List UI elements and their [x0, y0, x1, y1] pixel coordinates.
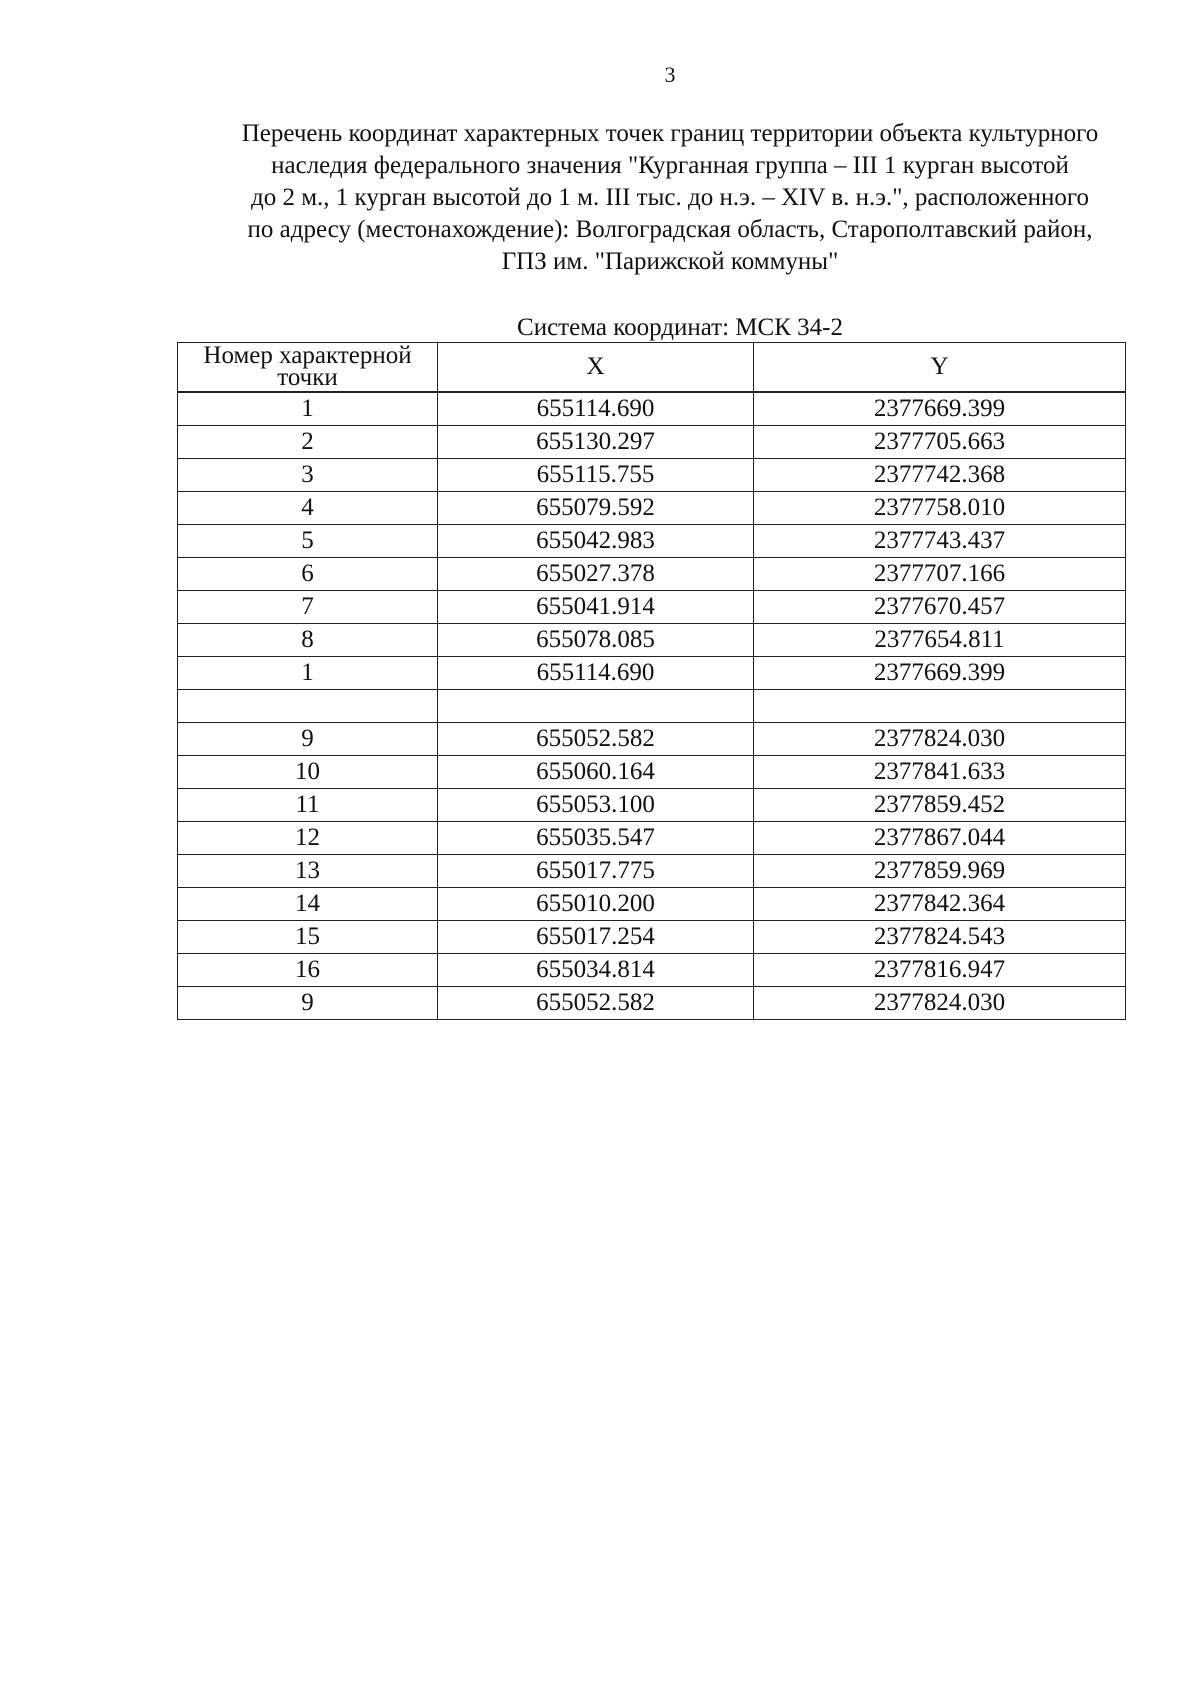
cell-y: 2377654.811 — [754, 624, 1126, 657]
table-row-empty — [178, 690, 1126, 723]
cell-y: 2377824.030 — [754, 723, 1126, 756]
title-line: наследия федерального значения "Курганная группа – III 1 курган высотой — [271, 152, 1069, 179]
cell-point-number: 12 — [178, 822, 438, 855]
table-row — [178, 822, 1126, 855]
cell-x — [438, 690, 754, 723]
cell-y: 2377867.044 — [754, 822, 1126, 855]
cell-x: 655010.200 — [438, 888, 754, 921]
cell-y: 2377758.010 — [754, 492, 1126, 525]
cell-point-number: 1 — [178, 657, 438, 690]
cell-point-number: 8 — [178, 624, 438, 657]
cell-x: 655042.983 — [438, 525, 754, 558]
cell-y: 2377669.399 — [754, 657, 1126, 690]
table-row — [178, 657, 1126, 690]
table-header-row — [178, 343, 1126, 393]
cell-point-number: 15 — [178, 921, 438, 954]
cell-x: 655078.085 — [438, 624, 754, 657]
cell-point-number: 7 — [178, 591, 438, 624]
table-row — [178, 756, 1126, 789]
cell-y: 2377824.543 — [754, 921, 1126, 954]
cell-point-number: 5 — [178, 525, 438, 558]
document-title — [170, 118, 1170, 278]
cell-y: 2377859.969 — [754, 855, 1126, 888]
title-line: по адресу (местонахождение): Волгоградская область, Старополтавский район, — [247, 216, 1093, 243]
cell-x: 655060.164 — [438, 756, 754, 789]
table-row — [178, 954, 1126, 987]
header-y: Y — [754, 343, 1126, 393]
table-row — [178, 591, 1126, 624]
header-point-number: Номер характерной точки — [178, 343, 438, 393]
cell-x: 655035.547 — [438, 822, 754, 855]
cell-x: 655041.914 — [438, 591, 754, 624]
cell-x: 655052.582 — [438, 723, 754, 756]
table-row — [178, 855, 1126, 888]
table-row — [178, 459, 1126, 492]
table-row — [178, 921, 1126, 954]
cell-y: 2377824.030 — [754, 987, 1126, 1020]
cell-y: 2377859.452 — [754, 789, 1126, 822]
cell-point-number: 1 — [178, 392, 438, 426]
cell-y: 2377670.457 — [754, 591, 1126, 624]
cell-x: 655079.592 — [438, 492, 754, 525]
cell-y: 2377842.364 — [754, 888, 1126, 921]
table-row — [178, 624, 1126, 657]
cell-x: 655027.378 — [438, 558, 754, 591]
title-line: до 2 м., 1 курган высотой до 1 м. III тыс. до н.э. – XIV в. н.э.", расположенного — [251, 184, 1089, 211]
cell-y: 2377841.633 — [754, 756, 1126, 789]
table-row — [178, 987, 1126, 1020]
cell-point-number: 16 — [178, 954, 438, 987]
cell-y: 2377707.166 — [754, 558, 1126, 591]
cell-x: 655017.775 — [438, 855, 754, 888]
coordinate-system-label: Система координат: МСК 34-2 — [517, 314, 843, 341]
title-line: Перечень координат характерных точек границ территории объекта культурного — [241, 120, 1099, 147]
cell-y — [754, 690, 1126, 723]
cell-point-number: 14 — [178, 888, 438, 921]
cell-y: 2377816.947 — [754, 954, 1126, 987]
title-line: ГПЗ им. "Парижской коммуны" — [501, 248, 839, 275]
cell-x: 655053.100 — [438, 789, 754, 822]
cell-y: 2377669.399 — [754, 392, 1126, 426]
cell-x: 655114.690 — [438, 392, 754, 426]
cell-point-number — [178, 690, 438, 723]
cell-point-number: 11 — [178, 789, 438, 822]
cell-x: 655114.690 — [438, 657, 754, 690]
cell-point-number: 9 — [178, 723, 438, 756]
cell-y: 2377742.368 — [754, 459, 1126, 492]
table-row — [178, 492, 1126, 525]
table-row — [178, 558, 1126, 591]
table-row — [178, 888, 1126, 921]
table-row — [178, 525, 1126, 558]
table-row — [178, 789, 1126, 822]
cell-x: 655115.755 — [438, 459, 754, 492]
cell-point-number: 6 — [178, 558, 438, 591]
header-x: X — [438, 343, 754, 393]
cell-point-number: 10 — [178, 756, 438, 789]
page-number: 3 — [664, 62, 676, 87]
table-row — [178, 426, 1126, 459]
cell-point-number: 3 — [178, 459, 438, 492]
cell-x: 655052.582 — [438, 987, 754, 1020]
table-row — [178, 723, 1126, 756]
cell-x: 655034.814 — [438, 954, 754, 987]
cell-point-number: 13 — [178, 855, 438, 888]
table-row — [178, 392, 1126, 426]
cell-x: 655130.297 — [438, 426, 754, 459]
cell-point-number: 9 — [178, 987, 438, 1020]
coordinates-table — [177, 342, 1126, 1020]
cell-point-number: 4 — [178, 492, 438, 525]
cell-x: 655017.254 — [438, 921, 754, 954]
cell-y: 2377743.437 — [754, 525, 1126, 558]
cell-y: 2377705.663 — [754, 426, 1126, 459]
cell-point-number: 2 — [178, 426, 438, 459]
